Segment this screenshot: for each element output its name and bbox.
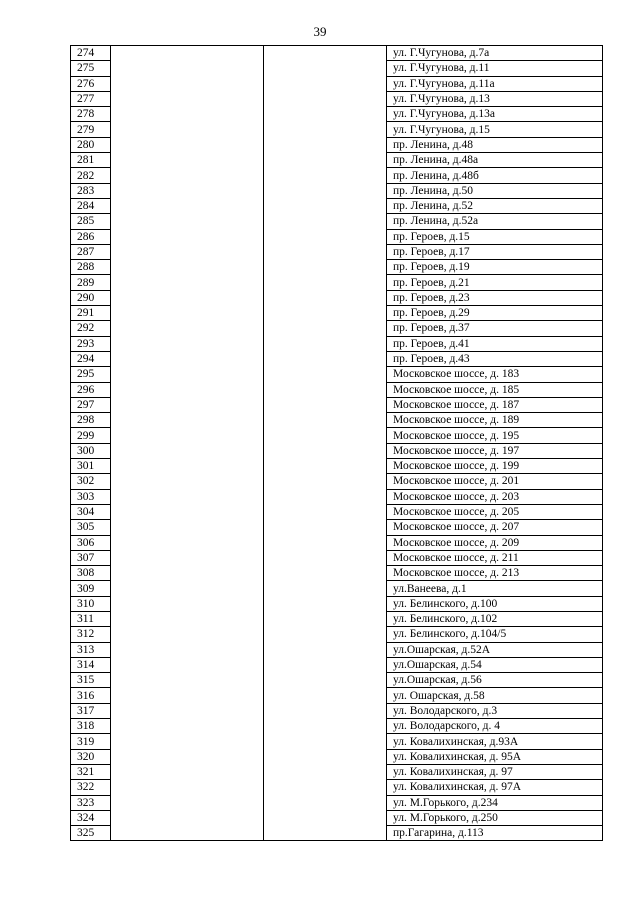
address-cell: ул. Г.Чугунова, д.13 [387,91,603,106]
address-cell: ул. Володарского, д.3 [387,703,603,718]
row-number: 296 [71,382,111,397]
address-cell: ул.Ошарская, д.54 [387,657,603,672]
row-number: 309 [71,581,111,596]
address-cell: ул.Ошарская, д.52А [387,642,603,657]
row-number: 279 [71,122,111,137]
address-cell: Московское шоссе, д. 199 [387,459,603,474]
address-cell: ул. Г.Чугунова, д.7а [387,46,603,61]
row-number: 283 [71,183,111,198]
address-cell: Московское шоссе, д. 203 [387,489,603,504]
address-cell: Московское шоссе, д. 183 [387,367,603,382]
row-number: 280 [71,137,111,152]
address-cell: Московское шоссе, д. 195 [387,428,603,443]
row-number: 306 [71,535,111,550]
address-cell: Московское шоссе, д. 185 [387,382,603,397]
row-number: 285 [71,214,111,229]
row-number: 320 [71,749,111,764]
address-cell: ул. Ковалихинская, д. 97 [387,764,603,779]
row-number: 321 [71,764,111,779]
row-number: 288 [71,260,111,275]
row-number: 323 [71,795,111,810]
row-number: 308 [71,566,111,581]
address-table-body [71,46,603,841]
row-number: 282 [71,168,111,183]
address-cell: пр. Героев, д.15 [387,229,603,244]
merged-empty-cell [264,46,387,841]
address-cell: пр. Героев, д.29 [387,306,603,321]
row-number: 289 [71,275,111,290]
address-cell: пр. Героев, д.41 [387,336,603,351]
address-cell: Московское шоссе, д. 189 [387,413,603,428]
row-number: 295 [71,367,111,382]
address-cell: Московское шоссе, д. 207 [387,520,603,535]
row-number: 318 [71,719,111,734]
row-number: 290 [71,290,111,305]
address-cell: ул. Ковалихинская, д. 97А [387,780,603,795]
address-cell: ул. Ковалихинская, д. 95А [387,749,603,764]
address-cell: ул. Белинского, д.100 [387,596,603,611]
row-number: 319 [71,734,111,749]
row-number: 303 [71,489,111,504]
row-number: 313 [71,642,111,657]
table-row [71,46,603,61]
row-number: 292 [71,321,111,336]
address-cell: ул. Г.Чугунова, д.15 [387,122,603,137]
address-cell: ул. Белинского, д.104/5 [387,627,603,642]
page-number: 39 [313,24,327,39]
merged-empty-cell [111,46,264,841]
row-number: 276 [71,76,111,91]
row-number: 315 [71,673,111,688]
row-number: 274 [71,46,111,61]
address-cell: ул. Ошарская, д.58 [387,688,603,703]
row-number: 293 [71,336,111,351]
row-number: 317 [71,703,111,718]
address-cell: пр. Героев, д.19 [387,260,603,275]
address-cell: пр. Героев, д.43 [387,351,603,366]
address-cell: ул. Ковалихинская, д.93А [387,734,603,749]
address-cell: пр. Героев, д.17 [387,244,603,259]
row-number: 325 [71,826,111,841]
row-number: 322 [71,780,111,795]
row-number: 311 [71,611,111,626]
row-number: 297 [71,397,111,412]
address-cell: Московское шоссе, д. 211 [387,550,603,565]
address-cell: пр. Героев, д.37 [387,321,603,336]
row-number: 304 [71,504,111,519]
row-number: 307 [71,550,111,565]
address-cell: ул. Володарского, д. 4 [387,719,603,734]
address-cell: Московское шоссе, д. 201 [387,474,603,489]
address-cell: Московское шоссе, д. 197 [387,443,603,458]
address-cell: ул. Г.Чугунова, д.13а [387,107,603,122]
row-number: 302 [71,474,111,489]
address-cell: ул. М.Горького, д.250 [387,810,603,825]
address-cell: Московское шоссе, д. 205 [387,504,603,519]
row-number: 314 [71,657,111,672]
row-number: 300 [71,443,111,458]
row-number: 298 [71,413,111,428]
address-cell: пр. Героев, д.23 [387,290,603,305]
address-cell: ул. Белинского, д.102 [387,611,603,626]
row-number: 286 [71,229,111,244]
address-cell: пр. Ленина, д.48 [387,137,603,152]
address-cell: пр. Ленина, д.52 [387,198,603,213]
address-cell: пр. Героев, д.21 [387,275,603,290]
address-cell: ул. Г.Чугунова, д.11а [387,76,603,91]
row-number: 275 [71,61,111,76]
address-cell: Московское шоссе, д. 209 [387,535,603,550]
row-number: 287 [71,244,111,259]
address-cell: пр. Ленина, д.52а [387,214,603,229]
row-number: 278 [71,107,111,122]
row-number: 284 [71,198,111,213]
row-number: 305 [71,520,111,535]
address-cell: Московское шоссе, д. 213 [387,566,603,581]
address-cell: ул.Ванеева, д.1 [387,581,603,596]
address-cell: пр. Ленина, д.48а [387,153,603,168]
row-number: 294 [71,351,111,366]
address-cell: ул. Г.Чугунова, д.11 [387,61,603,76]
address-cell: пр. Ленина, д.48б [387,168,603,183]
address-cell: ул.Ошарская, д.56 [387,673,603,688]
row-number: 310 [71,596,111,611]
address-cell: пр. Ленина, д.50 [387,183,603,198]
address-cell: пр.Гагарина, д.113 [387,826,603,841]
row-number: 277 [71,91,111,106]
row-number: 316 [71,688,111,703]
row-number: 291 [71,306,111,321]
row-number: 299 [71,428,111,443]
address-cell: ул. М.Горького, д.234 [387,795,603,810]
row-number: 324 [71,810,111,825]
row-number: 312 [71,627,111,642]
row-number: 281 [71,153,111,168]
row-number: 301 [71,459,111,474]
address-table [70,45,603,841]
address-cell: Московское шоссе, д. 187 [387,397,603,412]
